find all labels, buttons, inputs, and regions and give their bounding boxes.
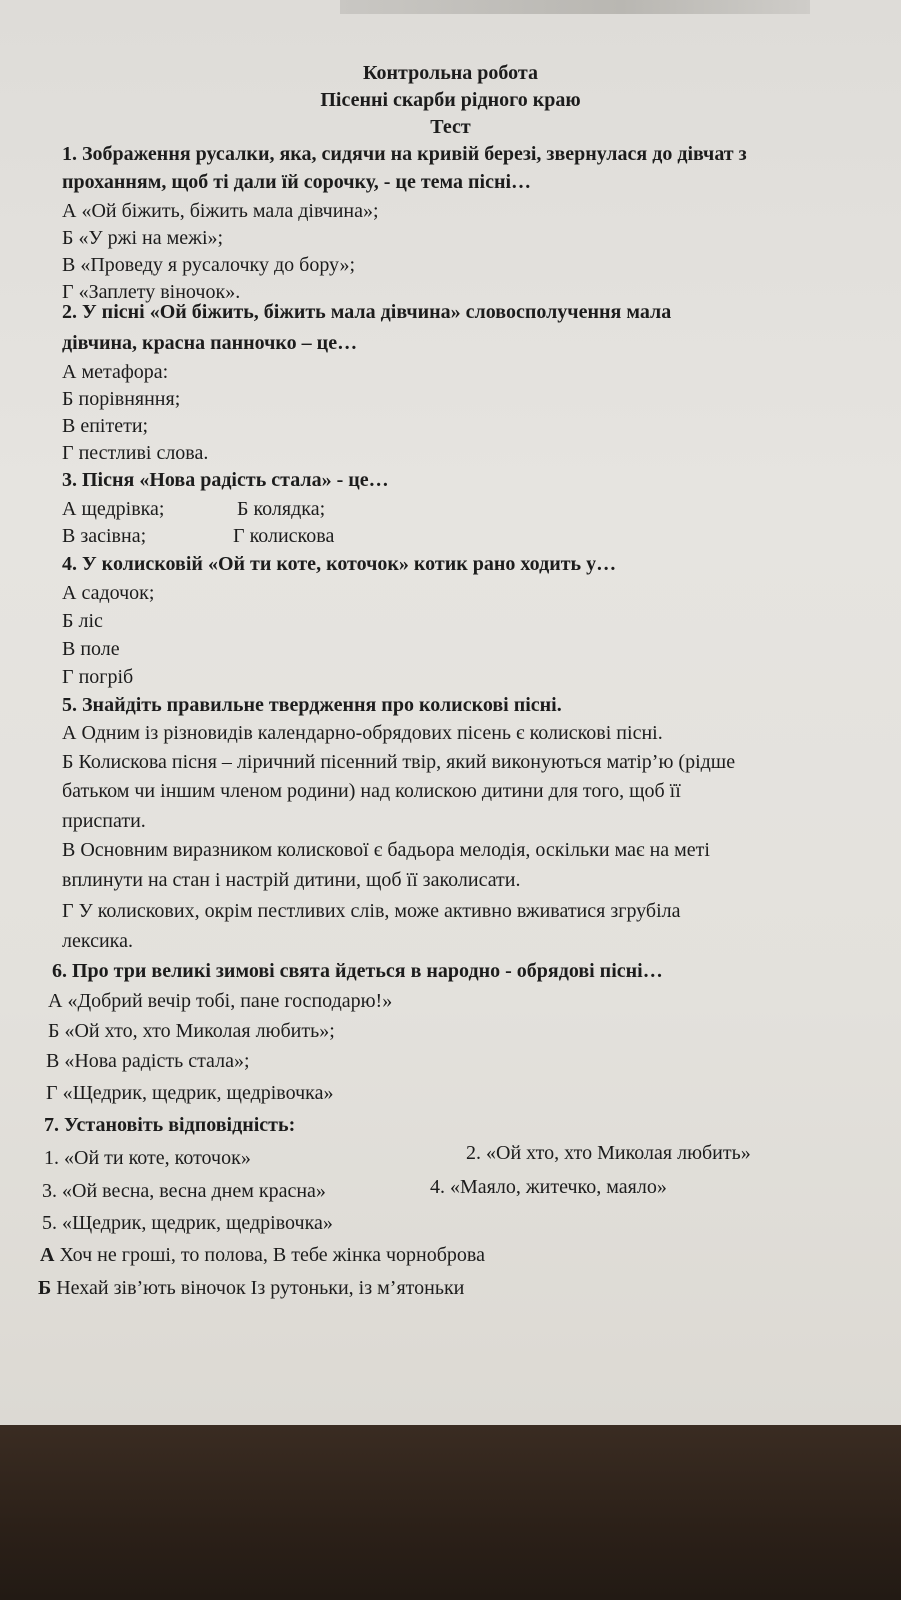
question-7-match-b <box>38 1275 464 1301</box>
question-4-option-b: Б ліс <box>62 610 103 632</box>
question-5-option-b-line1: Б Колискова пісня – ліричний пісенний твір, який виконуються матір’ю (рідше <box>62 751 736 773</box>
question-1-text-line1: 1. Зображення русалки, яка, сидячи на кривій березі, звернулася до дівчат з <box>62 143 747 165</box>
question-6-option-c: В «Нова радість стала»; <box>46 1050 250 1072</box>
question-6-option-a: А «Добрий вечір тобі, пане господарю!» <box>48 990 393 1012</box>
match-a-text: Хоч не гроші, то полова, В тебе жінка чорноброва <box>59 1244 485 1266</box>
question-2-text-line2: дівчина, красна панночко – це… <box>62 332 358 354</box>
question-4-option-c: В поле <box>62 638 120 660</box>
question-6-option-d: Г «Щедрик, щедрик, щедрівочка» <box>46 1082 334 1104</box>
question-2-option-b: Б порівняння; <box>62 388 181 410</box>
question-5-option-d-line2: лексика. <box>62 930 133 952</box>
question-4-option-d: Г погріб <box>62 666 134 688</box>
match-b-text: Нехай зів’ють віночок Із рутоньки, із м’ятоньки <box>56 1277 465 1299</box>
question-7-item-2: 2. «Ой хто, хто Миколая любить» <box>466 1142 751 1164</box>
question-3-option-a: А щедрівка; <box>62 498 165 520</box>
question-5-text: 5. Знайдіть правильне твердження про колискові пісні. <box>62 694 562 716</box>
question-2-option-a: А метафора: <box>62 361 169 383</box>
question-1-option-c: В «Проведу я русалочку до бору»; <box>62 254 356 276</box>
question-7-item-3: 3. «Ой весна, весна днем красна» <box>42 1180 326 1202</box>
test-subtitle: Пісенні скарби рідного краю <box>320 89 581 111</box>
question-3-text: 3. Пісня «Нова радість стала» - це… <box>62 469 389 491</box>
question-5-option-b-line2: батьком чи іншим членом родини) над колискою дитини для того, щоб її <box>62 780 681 802</box>
question-3-option-d: Г колискова <box>233 525 335 547</box>
question-5-option-a: А Одним із різновидів календарно-обрядових пісень є колискові пісні. <box>62 722 663 744</box>
match-a-letter: А <box>40 1244 55 1266</box>
match-b-letter: Б <box>38 1277 52 1299</box>
question-7-match-a <box>40 1242 485 1268</box>
top-paper-edge <box>340 0 810 14</box>
question-5-option-d-line1: Г У колискових, окрім пестливих слів, може активно вживатися згрубіла <box>62 900 681 922</box>
question-2-option-c: В епітети; <box>62 415 149 437</box>
question-2-option-d: Г пестливі слова. <box>62 442 209 464</box>
test-kind: Тест <box>430 116 471 138</box>
question-7-item-4: 4. «Маяло, житечко, маяло» <box>430 1176 667 1198</box>
question-1-option-d: Г «Заплету віночок». <box>62 281 241 303</box>
question-5-option-c-line2: вплинути на стан і настрій дитини, щоб її заколисати. <box>62 869 521 891</box>
test-title: Контрольна робота <box>363 62 538 84</box>
wooden-table <box>0 1425 901 1600</box>
question-6-option-b: Б «Ой хто, хто Миколая любить»; <box>48 1020 335 1042</box>
question-7-text: 7. Установіть відповідність: <box>44 1114 296 1136</box>
question-4-option-a: А садочок; <box>62 582 155 604</box>
question-1-option-a: А «Ой біжить, біжить мала дівчина»; <box>62 200 379 222</box>
question-7-item-1: 1. «Ой ти коте, коточок» <box>44 1147 251 1169</box>
question-6-text: 6. Про три великі зимові свята йдеться в народно - обрядові пісні… <box>52 960 663 982</box>
question-7-item-5: 5. «Щедрик, щедрик, щедрівочка» <box>42 1212 333 1234</box>
question-3-option-c: В засівна; <box>62 525 147 547</box>
question-2-text-line1: 2. У пісні «Ой біжить, біжить мала дівчина» словосполучення мала <box>62 301 672 323</box>
question-1-option-b: Б «У ржі на межі»; <box>62 227 224 249</box>
question-3-option-b: Б колядка; <box>237 498 326 520</box>
question-5-option-c-line1: В Основним виразником колискової є бадьора мелодія, оскільки має на меті <box>62 839 710 861</box>
question-5-option-b-line3: приспати. <box>62 810 146 832</box>
question-4-text: 4. У колисковій «Ой ти коте, коточок» котик рано ходить у… <box>62 553 617 575</box>
question-1-text-line2: проханням, щоб ті дали їй сорочку, - це тема пісні… <box>62 171 532 193</box>
